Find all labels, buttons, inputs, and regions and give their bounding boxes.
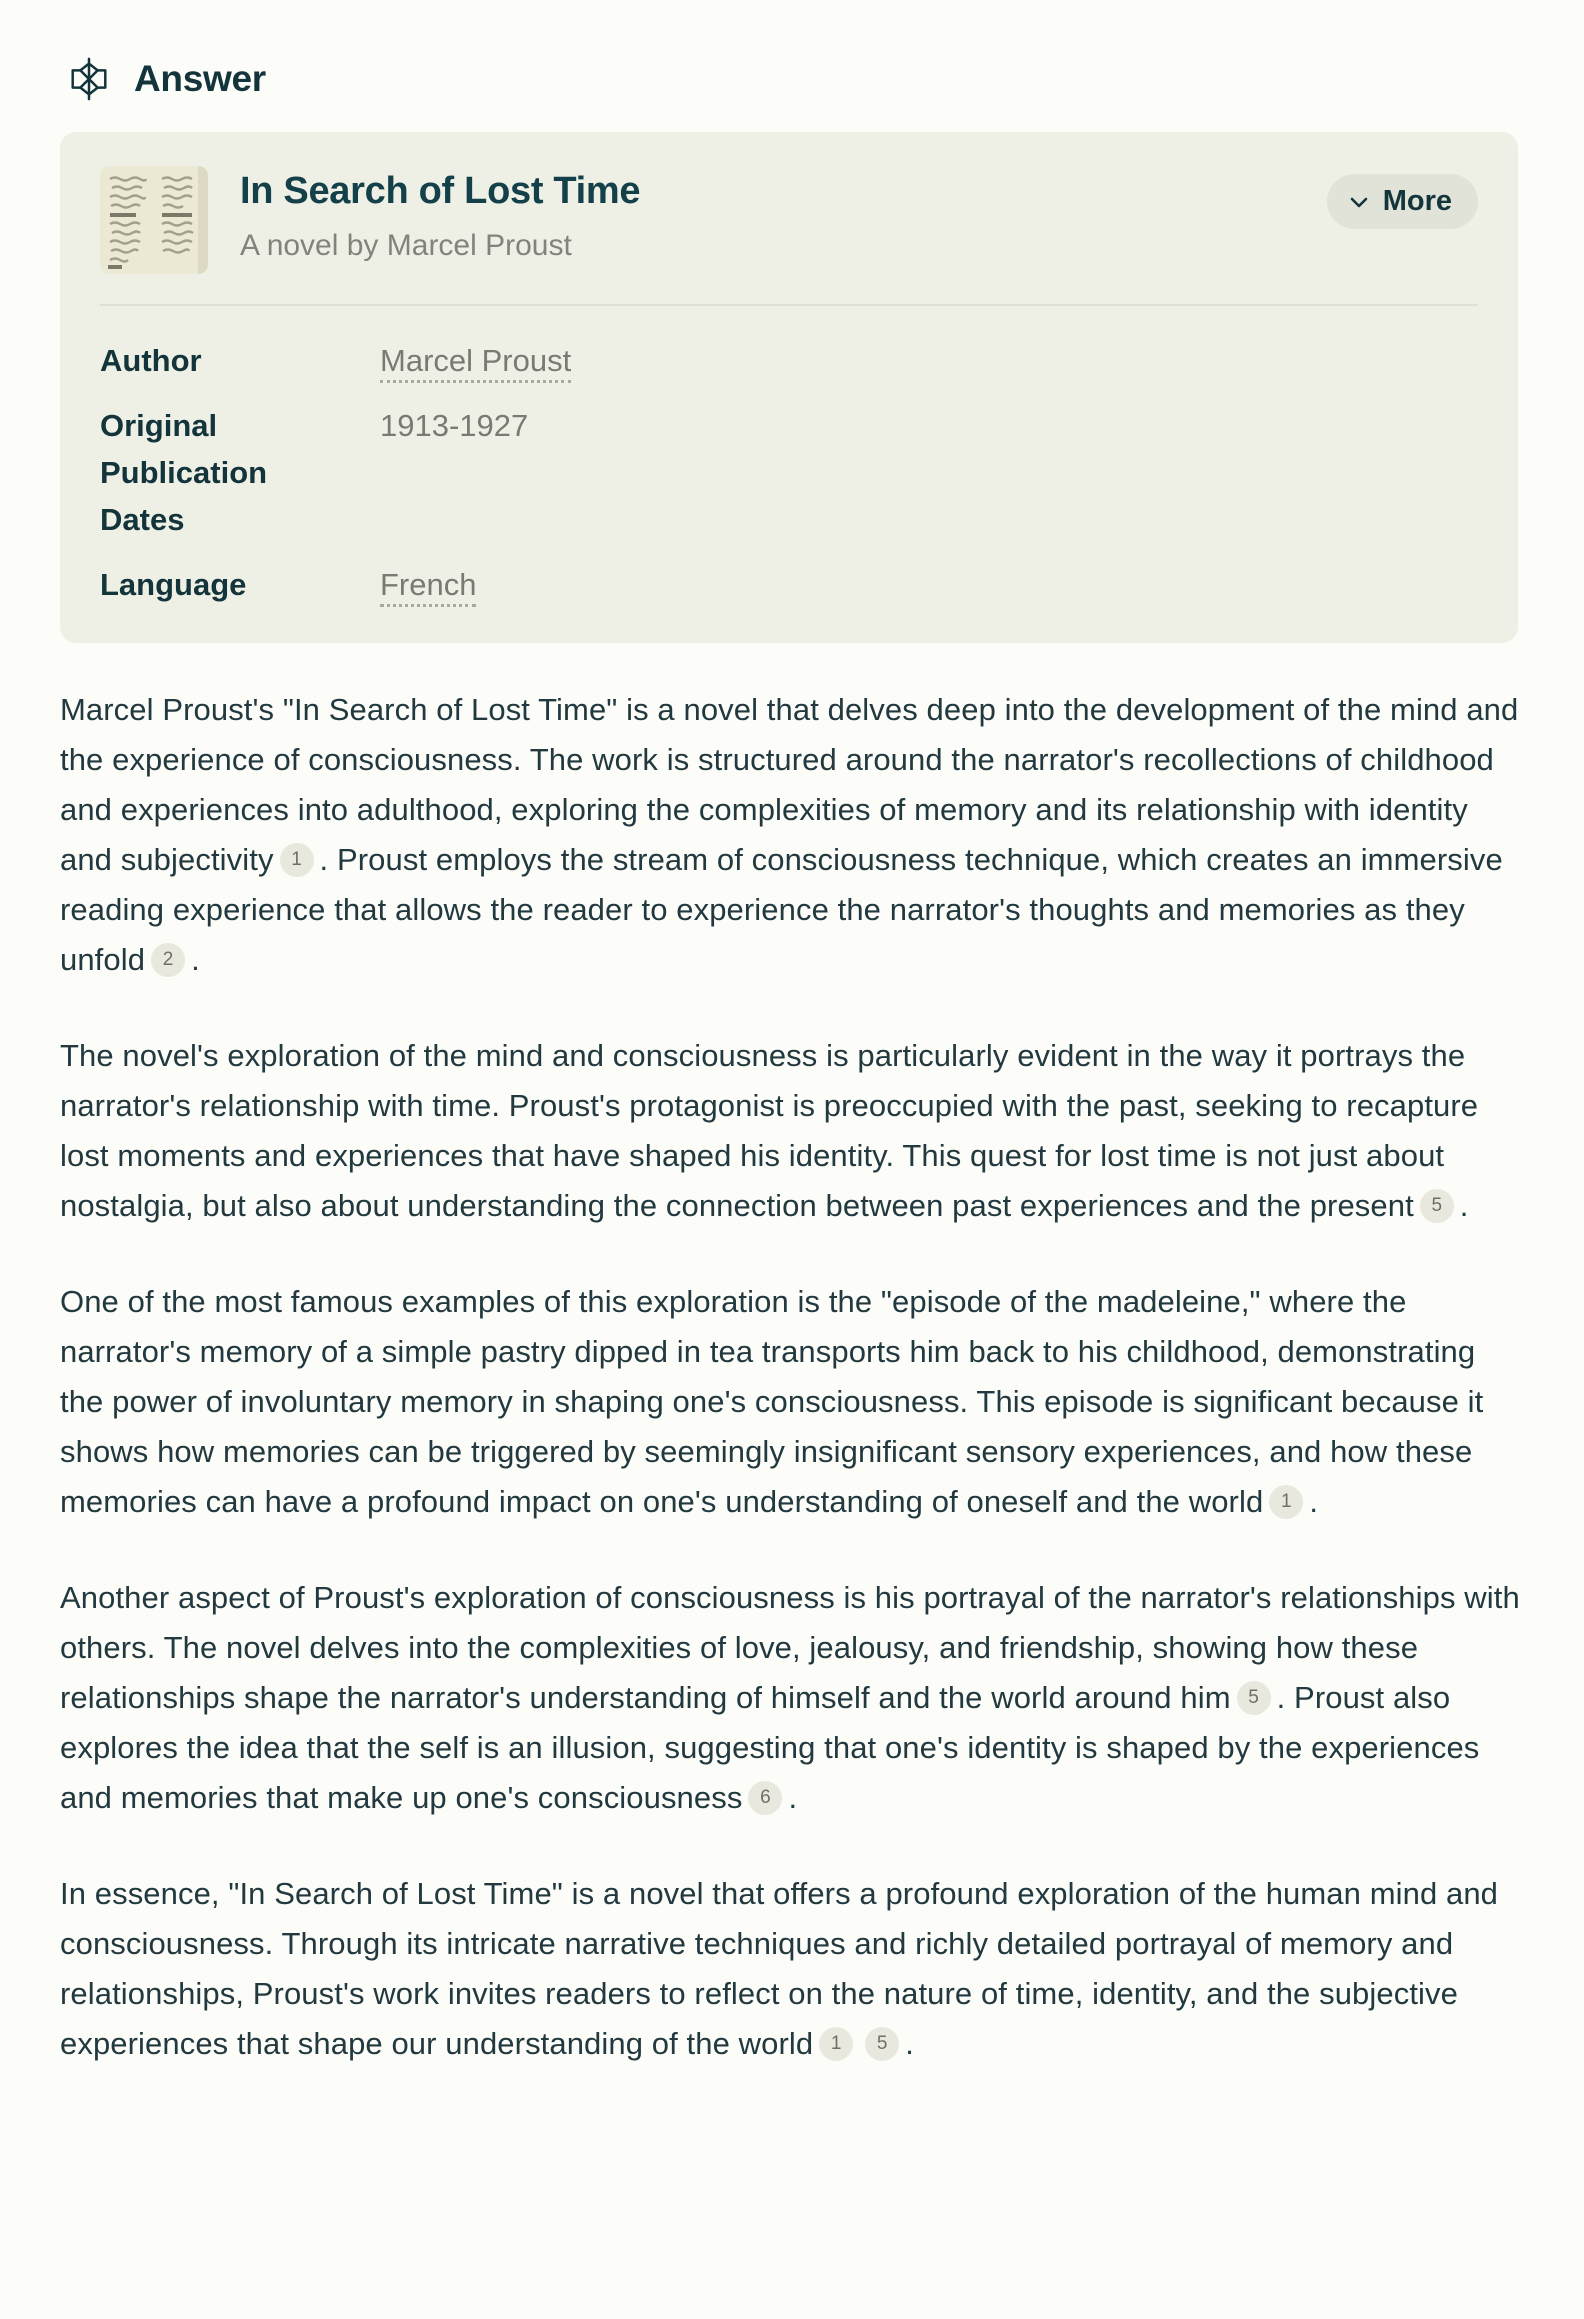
book-cover-thumbnail [100,166,208,274]
answer-paragraph: The novel's exploration of the mind and consciousness is particularly evident in the way it portrays the narrator's relationship with time. Proust's protagonist is preoccupied with the past, seeking to recapture lost moments and experiences that have shaped his identity. This quest for lost time is not just about nostalgia, but also about understanding the connection between past experiences and the present 5 . [60,1038,1479,1223]
citation-badge[interactable]: 5 [1420,1189,1454,1223]
citation-badge[interactable]: 1 [280,843,314,877]
chevron-down-icon [1347,190,1371,214]
entity-titles [240,166,1295,263]
fact-link[interactable]: French [380,567,476,607]
citation-badge[interactable]: 5 [1237,1681,1271,1715]
answer-body [60,685,1522,2165]
fact-value [380,337,571,384]
fact-label: Original Publication Dates [100,408,268,537]
fact-label: Language [100,567,247,602]
answer-heading: Answer [134,58,266,99]
manuscript-image [100,166,208,274]
entity-subtitle: A novel by Marcel Proust [240,229,572,262]
fact-text: 1913-1927 [380,408,529,443]
entity-title: In Search of Lost Time [240,170,641,212]
answer-paragraph: In essence, "In Search of Lost Time" is a novel that offers a profound exploration of the human mind and consciousness. Through its intricate narrative techniques and richly detailed portrayal of memory and relationships, Proust's work invites readers to reflect on the nature of time, identity, and the subjective experiences that shape our understanding of the world 1 5 . [60,1876,1499,2061]
fact-row [100,552,1478,617]
citation-badge[interactable]: 1 [1269,1485,1303,1519]
fact-value [380,561,476,608]
answer-paragraph: Marcel Proust's "In Search of Lost Time" is a novel that delves deep into the development of the mind and the experience of consciousness. The work is structured around the narrator's recollections of childhood and experiences into adulthood, exploring the complexities of memory and its relationship with identity and subjectivity 1 . Proust employs the stream of consciousness technique, which creates an immersive reading experience that allows the reader to experience the narrator's thoughts and memories as they unfold 2 . [60,692,1519,977]
citation-badge[interactable]: 5 [865,2027,899,2061]
answer-paragraph: One of the most famous examples of this exploration is the "episode of the madeleine," where the narrator's memory of a simple pastry dipped in tea transports him back to his childhood, demonstrating the power of involuntary memory in shaping one's consciousness. This episode is significant because it shows how memories can be triggered by seemingly insignificant sensory experiences, and how these memories can have a profound impact on one's understanding of oneself and the world 1 . [60,1284,1484,1519]
answer-paragraph: Another aspect of Proust's exploration of consciousness is his portrayal of the narrator's relationships with others. The novel delves into the complexities of love, jealousy, and friendship, showing how these relationships shape the narrator's understanding of himself and the world around him 5 . Proust also explores the idea that the self is an illusion, suggesting that one's identity is shaped by the experiences and memories that make up one's consciousness 6 . [60,1580,1520,1815]
citation-badge[interactable]: 1 [819,2027,853,2061]
more-button[interactable] [1327,174,1478,229]
fact-value [380,402,528,449]
perplexity-logo-icon [66,56,112,102]
answer-header [66,56,1524,102]
fact-row [100,393,1478,552]
citation-badge[interactable]: 6 [748,1781,782,1815]
entity-card [60,132,1518,643]
fact-label: Author [100,343,202,378]
fact-link[interactable]: Marcel Proust [380,343,571,383]
more-button-label: More [1382,185,1452,217]
card-divider [100,304,1478,306]
facts-table [100,328,1478,617]
fact-row [100,328,1478,393]
citation-badge[interactable]: 2 [151,943,185,977]
entity-card-header [100,166,1478,274]
